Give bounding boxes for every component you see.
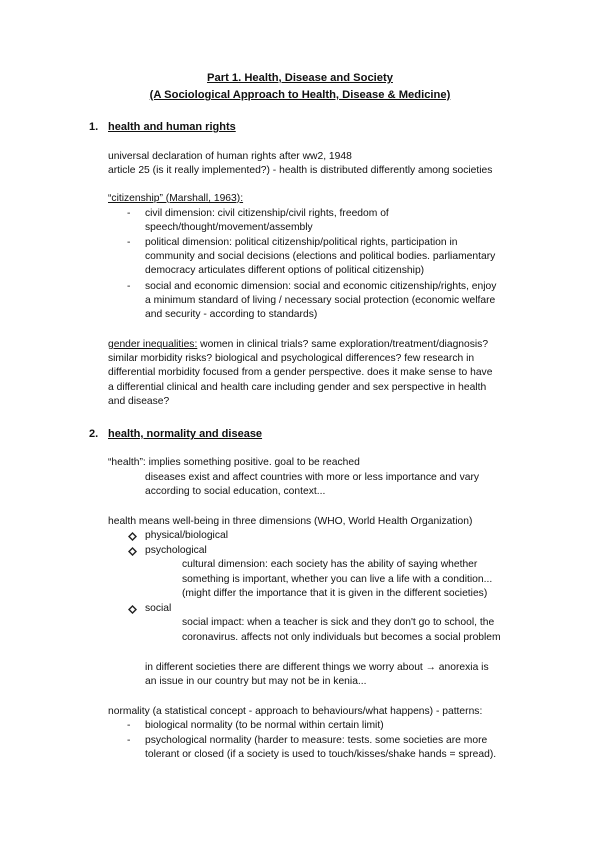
paragraph-line: a differential clinical and health care including gender and sex perspective in health (108, 382, 487, 393)
paragraph-line: universal declaration of human rights after ww2, 1948 (108, 151, 352, 162)
paragraph-line: coronavirus. affects not only individuals but becomes a social problem (182, 632, 501, 643)
bullet-physical: physical/biological (145, 530, 228, 541)
list-item-line: social and economic dimension: social and economic citizenship/rights, enjoy (145, 281, 497, 292)
diamond-bullet-icon (128, 547, 137, 556)
paragraph-line: (might differ the importance that it is given in the different societies) (182, 588, 488, 599)
document-title: Part 1. Health, Disease and Society (207, 72, 393, 84)
bullet-psychological: psychological (145, 545, 207, 556)
paragraph-line: normality (a statistical concept - approach to behaviours/what happens) - patterns: (108, 706, 483, 717)
list-item-line: speech/thought/movement/assembly (145, 222, 313, 233)
paragraph-line: and disease? (108, 396, 170, 407)
section-1-heading: health and human rights (108, 121, 236, 133)
bullet-social: social (145, 603, 172, 614)
paragraph-line: “health”: implies something positive. goal to be reached (108, 457, 360, 468)
list-item-line: tolerant or closed (if a society is used to touch/kisses/shake hands = spread). (145, 749, 497, 760)
list-item-line: and security - according to standards) (145, 309, 318, 320)
dash-bullet: - (127, 208, 131, 219)
paragraph-line: in different societies there are different things we worry about → anorexia is (145, 662, 489, 673)
diamond-bullet-icon (128, 605, 137, 614)
list-item-line: democracy articulates different options of political citizenship) (145, 265, 425, 276)
section-1-number: 1. (89, 121, 99, 133)
paragraph-line: an issue in our country but may not be in kenia... (145, 676, 367, 687)
dash-bullet: - (127, 237, 131, 248)
paragraph-line: diseases exist and affect countries with more or less importance and vary (145, 472, 480, 483)
dash-bullet: - (127, 735, 131, 746)
citizenship-label: “citizenship” (Marshall, 1963): (108, 193, 244, 204)
list-item-line: political dimension: political citizenship/political rights, participation in (145, 237, 458, 248)
paragraph-line: according to social education, context... (145, 486, 326, 497)
section-2-heading: health, normality and disease (108, 428, 263, 440)
paragraph-line: something is important, whether you can live a life with a condition... (182, 574, 493, 585)
gender-first-text: women in clinical trials? same exploration/treatment/diagnosis? (197, 339, 489, 350)
paragraph-line: cultural dimension: each society has the ability of saying whether (182, 559, 478, 570)
list-item-line: biological normality (to be normal within certain limit) (145, 720, 384, 731)
gender-paragraph-first-line (108, 338, 488, 352)
diamond-bullet-icon (128, 532, 137, 541)
list-item-line: civil dimension: civil citizenship/civil rights, freedom of (145, 208, 389, 219)
list-item-line: psychological normality (harder to measure: tests. some societies are more (145, 735, 488, 746)
paragraph-line: similar morbidity risks? biological and psychological differences? few research in (108, 353, 475, 364)
paragraph-line: differential morbidity focused from a gender perspective. does it make sense to have (108, 367, 493, 378)
paragraph-line: health means well-being in three dimensions (WHO, World Health Organization) (108, 516, 473, 527)
paragraph-line: social impact: when a teacher is sick and they don't go to school, the (182, 617, 495, 628)
paragraph-line: article 25 (is it really implemented?) - health is distributed differently among societies (108, 165, 493, 176)
dash-bullet: - (127, 281, 131, 292)
gender-label: gender inequalities: (108, 339, 198, 350)
document-subtitle: (A Sociological Approach to Health, Disease & Medicine) (149, 89, 451, 101)
dash-bullet: - (127, 720, 131, 731)
section-2-number: 2. (89, 428, 99, 440)
list-item-line: a minimum standard of living / necessary social protection (economic welfare (145, 295, 496, 306)
list-item-line: community and social decisions (elections and political bodies. parliamentary (145, 251, 496, 262)
